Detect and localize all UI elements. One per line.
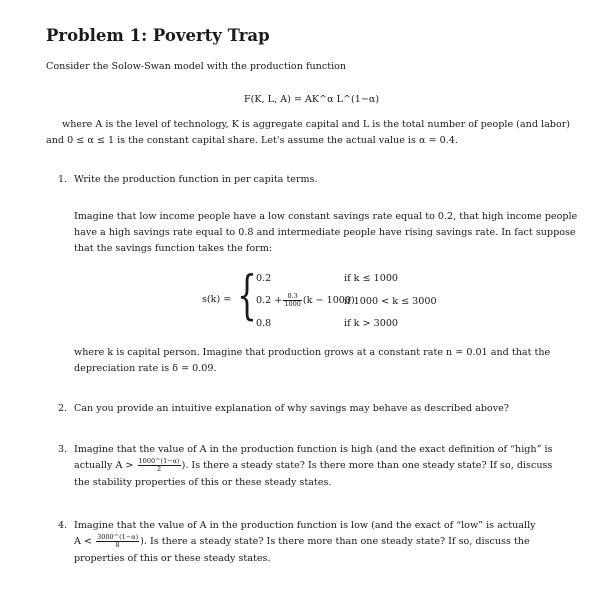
where-line-2: and 0 ≤ α ≤ 1 is the constant capital share. Let's assume the actual value is α = 0.4. — [46, 135, 458, 146]
savings-line-2: have a high savings rate equal to 0.8 and intermediate people have rising savings rate. In fact suppose — [74, 227, 576, 238]
problem-title: Problem 1: Poverty Trap — [46, 26, 270, 45]
case-1-condition: if k ≤ 1000 — [344, 273, 399, 284]
savings-line-3: that the savings function takes the form: — [74, 243, 273, 254]
case-2-condition: if 1000 < k ≤ 3000 — [344, 296, 437, 307]
q4-suffix: ). Is there a steady state? Is there more than one steady state? If so, discuss the — [140, 536, 530, 547]
where-k-line-2: depreciation rate is δ = 0.09. — [74, 363, 217, 374]
q3-fraction — [138, 458, 181, 473]
where-line-1: where A is the level of technology, K is aggregate capital and L is the total number of people (and labor) — [62, 119, 571, 130]
case-2-fraction-numerator: 0.3 — [283, 293, 302, 301]
question-2-number: 2. — [58, 403, 68, 414]
question-3-line-3: the stability properties of this or these steady states. — [74, 477, 332, 488]
q3-prefix: actually A > — [74, 460, 134, 471]
q4-fraction-numerator: 3000^(1−α) — [97, 533, 139, 541]
case-2-fraction-denominator: 1000 — [284, 300, 301, 308]
case-2-prefix: 0.2 + — [256, 295, 283, 306]
production-function-equation: F(K, L, A) = AK^α L^(1−α) — [244, 94, 380, 105]
intro-text: Consider the Solow-Swan model with the production function — [46, 61, 347, 72]
question-1-number: 1. — [58, 174, 68, 185]
case-3-condition: if k > 3000 — [344, 318, 399, 329]
question-4-line-2 — [74, 534, 530, 550]
q3-fraction-denominator: 2 — [156, 465, 162, 473]
question-3-line-2 — [74, 458, 552, 474]
case-2-fraction — [283, 293, 302, 308]
case-1-value: 0.2 — [256, 273, 272, 284]
question-4-number: 4. — [58, 520, 68, 531]
savings-line-1: Imagine that low income people have a low constant savings rate equal to 0.2, that high income people — [74, 211, 578, 222]
left-brace: { — [237, 266, 257, 326]
case-3-value: 0.8 — [256, 318, 272, 329]
question-1-text: Write the production function in per capita terms. — [74, 174, 318, 185]
question-3-line-1: Imagine that the value of A in the production function is high (and the exact definition of “high” is — [74, 444, 553, 455]
where-k-line-1: where k is capital person. Imagine that production grows at a constant rate n = 0.01 and that the — [74, 347, 551, 358]
question-4-line-3: properties of this or these steady states. — [74, 553, 271, 564]
q4-fraction — [96, 534, 139, 549]
case-2-suffix: (k − 1000) — [302, 295, 355, 306]
q3-fraction-numerator: 1000^(1−α) — [138, 457, 180, 465]
case-2-value — [256, 293, 355, 308]
q4-prefix: A < — [74, 536, 93, 547]
savings-lhs: s(k) = — [202, 294, 232, 305]
question-3-number: 3. — [58, 444, 68, 455]
q4-fraction-denominator: 8 — [115, 541, 120, 549]
question-2-text: Can you provide an intuitive explanation of why savings may behave as described above? — [74, 403, 509, 414]
question-4-line-1: Imagine that the value of A in the production function is low (and the exact of “low” is actually — [74, 520, 536, 531]
q3-suffix: ). Is there a steady state? Is there more than one steady state? If so, discuss — [181, 460, 553, 471]
